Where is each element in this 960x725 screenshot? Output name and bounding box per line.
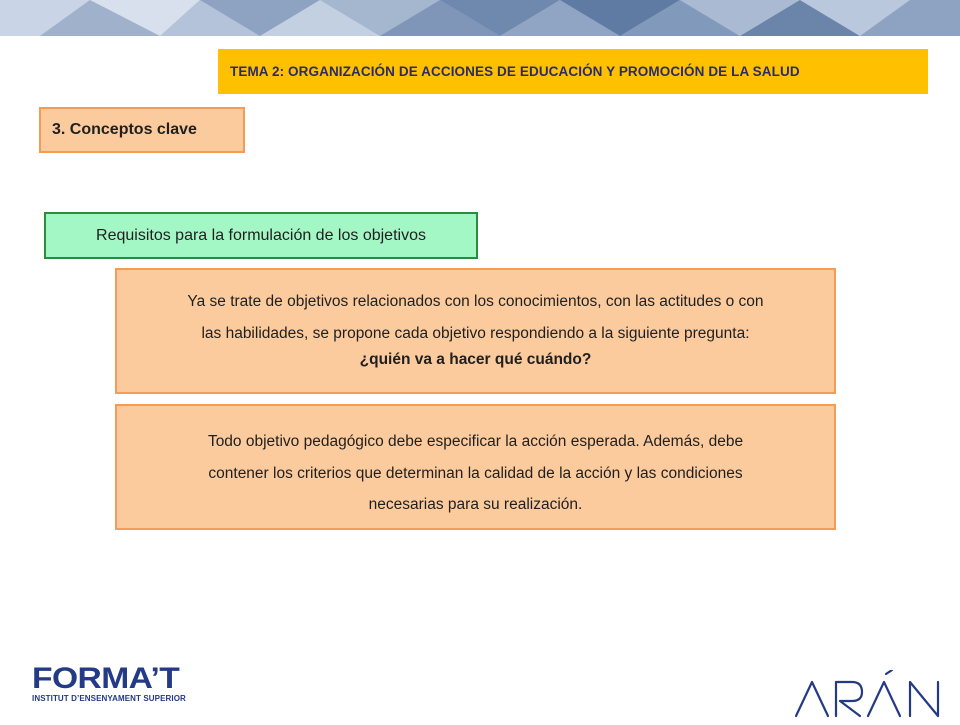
aran-logo-mark bbox=[792, 670, 960, 720]
info-box-line: necesarias para su realización. bbox=[368, 496, 583, 513]
formt-logo-name: FORMA’T bbox=[32, 662, 180, 695]
key-question: ¿quién va a hacer qué cuándo? bbox=[359, 351, 592, 368]
info-box-question bbox=[115, 268, 836, 394]
info-box-pedagogical-objective bbox=[115, 404, 836, 530]
section-title: 3. Conceptos clave bbox=[39, 107, 245, 153]
info-box-line: contener los criterios que determinan la calidad de la acción y las condiciones bbox=[208, 464, 743, 482]
aran-logo bbox=[792, 670, 960, 720]
formt-logo bbox=[32, 664, 192, 704]
info-box-line: Todo objetivo pedagógico debe especificar la acción esperada. Además, debe bbox=[207, 433, 744, 450]
info-box-line: las habilidades, se propone cada objetivo respondiendo a la siguiente pregunta: bbox=[201, 324, 750, 342]
topic-banner: TEMA 2: ORGANIZACIÓN DE ACCIONES DE EDUCACIÓN Y PROMOCIÓN DE LA SALUD bbox=[218, 49, 928, 94]
info-box-line: Ya se trate de objetivos relacionados con los conocimientos, con las actitudes o con bbox=[187, 293, 764, 310]
formt-logo-subtitle: INSTITUT D’ENSENYAMENT SUPERIOR bbox=[32, 694, 186, 703]
banner-pattern bbox=[0, 0, 960, 36]
requirements-label: Requisitos para la formulación de los objetivos bbox=[44, 212, 478, 259]
header-banner bbox=[0, 0, 960, 36]
